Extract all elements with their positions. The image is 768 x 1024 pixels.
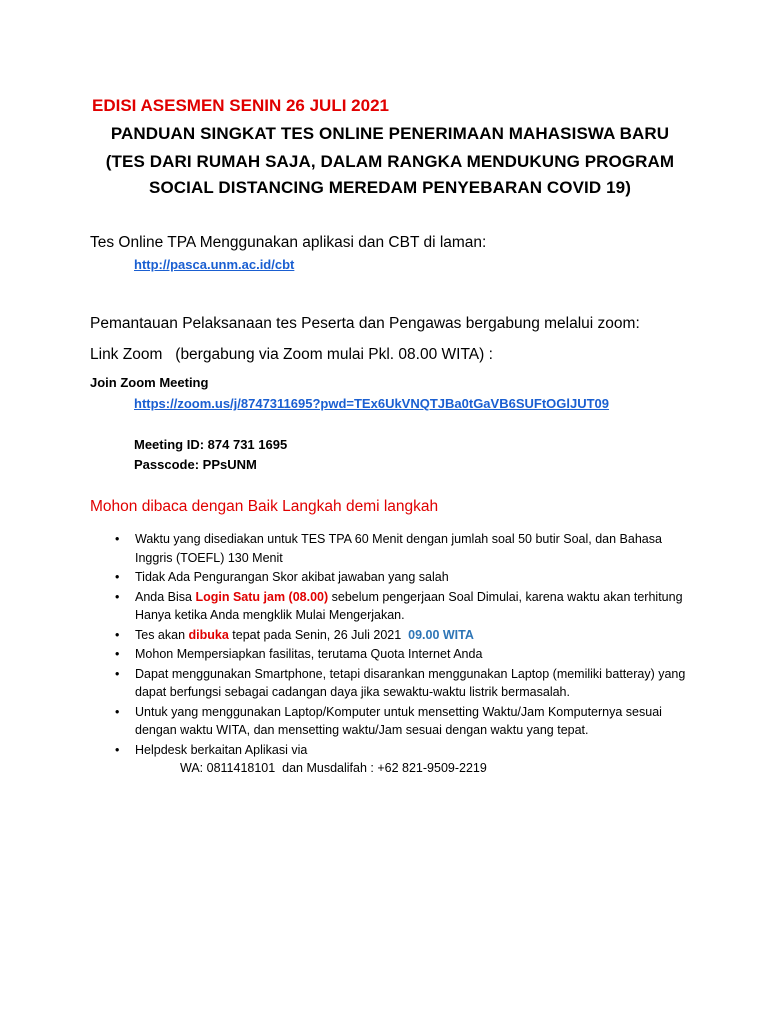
meeting-passcode: Passcode: PPsUNM <box>134 457 257 472</box>
instructions-heading: Mohon dibaca dengan Baik Langkah demi langkah <box>90 498 439 515</box>
list-item <box>90 530 690 567</box>
list-item <box>90 568 690 587</box>
bullet-icon: • <box>115 570 120 584</box>
cbt-link[interactable]: http://pasca.unm.ac.id/cbt <box>134 257 295 272</box>
list-item-text: Untuk yang menggunakan Laptop/Komputer untuk mensetting Waktu/Jam Komputernya sesuai dengan waktu WITA, dan mensetting waktu/Jam sesuai dengan waktu yang tepat. <box>135 704 662 737</box>
join-zoom-label: Join Zoom Meeting <box>90 375 209 390</box>
list-item <box>90 626 690 645</box>
link-zoom-text: Link Zoom (bergabung via Zoom mulai Pkl. 08.00 WITA) : <box>90 346 493 363</box>
opened-highlight: dibuka <box>188 627 229 642</box>
bullet-icon: • <box>115 532 120 546</box>
list-item <box>90 703 690 740</box>
list-item-text: Tidak Ada Pengurangan Skor akibat jawaban yang salah <box>135 570 449 584</box>
bullet-icon: • <box>115 627 120 642</box>
edition-heading: EDISI ASESMEN SENIN 26 JULI 2021 <box>92 96 389 115</box>
bullet-icon: • <box>115 666 120 681</box>
list-item <box>90 665 690 702</box>
list-item-text: Mohon Mempersiapkan fasilitas, terutama Quota Internet Anda <box>135 647 483 661</box>
list-item-text: Helpdesk berkaitan Aplikasi via <box>135 742 308 757</box>
list-item <box>90 645 690 664</box>
list-item-text: Tes akan <box>135 627 189 642</box>
bullet-icon: • <box>115 742 120 757</box>
instructions-list <box>90 530 690 779</box>
bullet-icon: • <box>115 589 120 604</box>
bullet-icon: • <box>115 704 120 719</box>
list-item-text: sebelum pengerjaan Soal Dimulai, karena waktu akan terhitung Hanya ketika Anda mengklik Mulai Mengerjakan. <box>135 589 683 622</box>
list-item-text: tepat pada Senin, 26 Juli 2021 <box>228 627 409 642</box>
cbt-info-text: Tes Online TPA Menggunakan aplikasi dan CBT di laman: <box>90 234 487 251</box>
meeting-id: Meeting ID: 874 731 1695 <box>134 437 288 452</box>
helpdesk-contact: WA: 0811418101 dan Musdalifah : +62 821-9509-2219 <box>180 761 487 775</box>
bullet-icon: • <box>115 647 120 661</box>
list-item <box>90 741 690 778</box>
list-item <box>90 588 690 625</box>
login-time-highlight: Login Satu jam (08.00) <box>195 589 329 604</box>
list-item-text: Anda Bisa <box>135 589 196 604</box>
list-item-text: Waktu yang disediakan untuk TES TPA 60 Menit dengan jumlah soal 50 butir Soal, dan Bahasa Inggris (TOEFL) 130 Menit <box>135 532 662 565</box>
monitoring-text: Pemantauan Pelaksanaan tes Peserta dan Pengawas bergabung melalui zoom: <box>90 315 640 332</box>
start-time-highlight: 09.00 WITA <box>408 627 474 642</box>
title-line-2: (TES DARI RUMAH SAJA, DALAM RANGKA MENDUKUNG PROGRAM <box>105 152 675 171</box>
title-line-1: PANDUAN SINGKAT TES ONLINE PENERIMAAN MAHASISWA BARU <box>110 124 670 143</box>
list-item-text: Dapat menggunakan Smartphone, tetapi disarankan menggunakan Laptop (memiliki batteray) yang dapat berfungsi sebagai cadangan daya jika sewaktu-waktu listrik bermasalah. <box>135 666 686 699</box>
zoom-meeting-link[interactable]: https://zoom.us/j/8747311695?pwd=TEx6UkVNQTJBa0tGaVB6SUFtOGlJUT09 <box>134 396 610 411</box>
title-line-3: SOCIAL DISTANCING MEREDAM PENYEBARAN COVID 19) <box>149 178 631 197</box>
